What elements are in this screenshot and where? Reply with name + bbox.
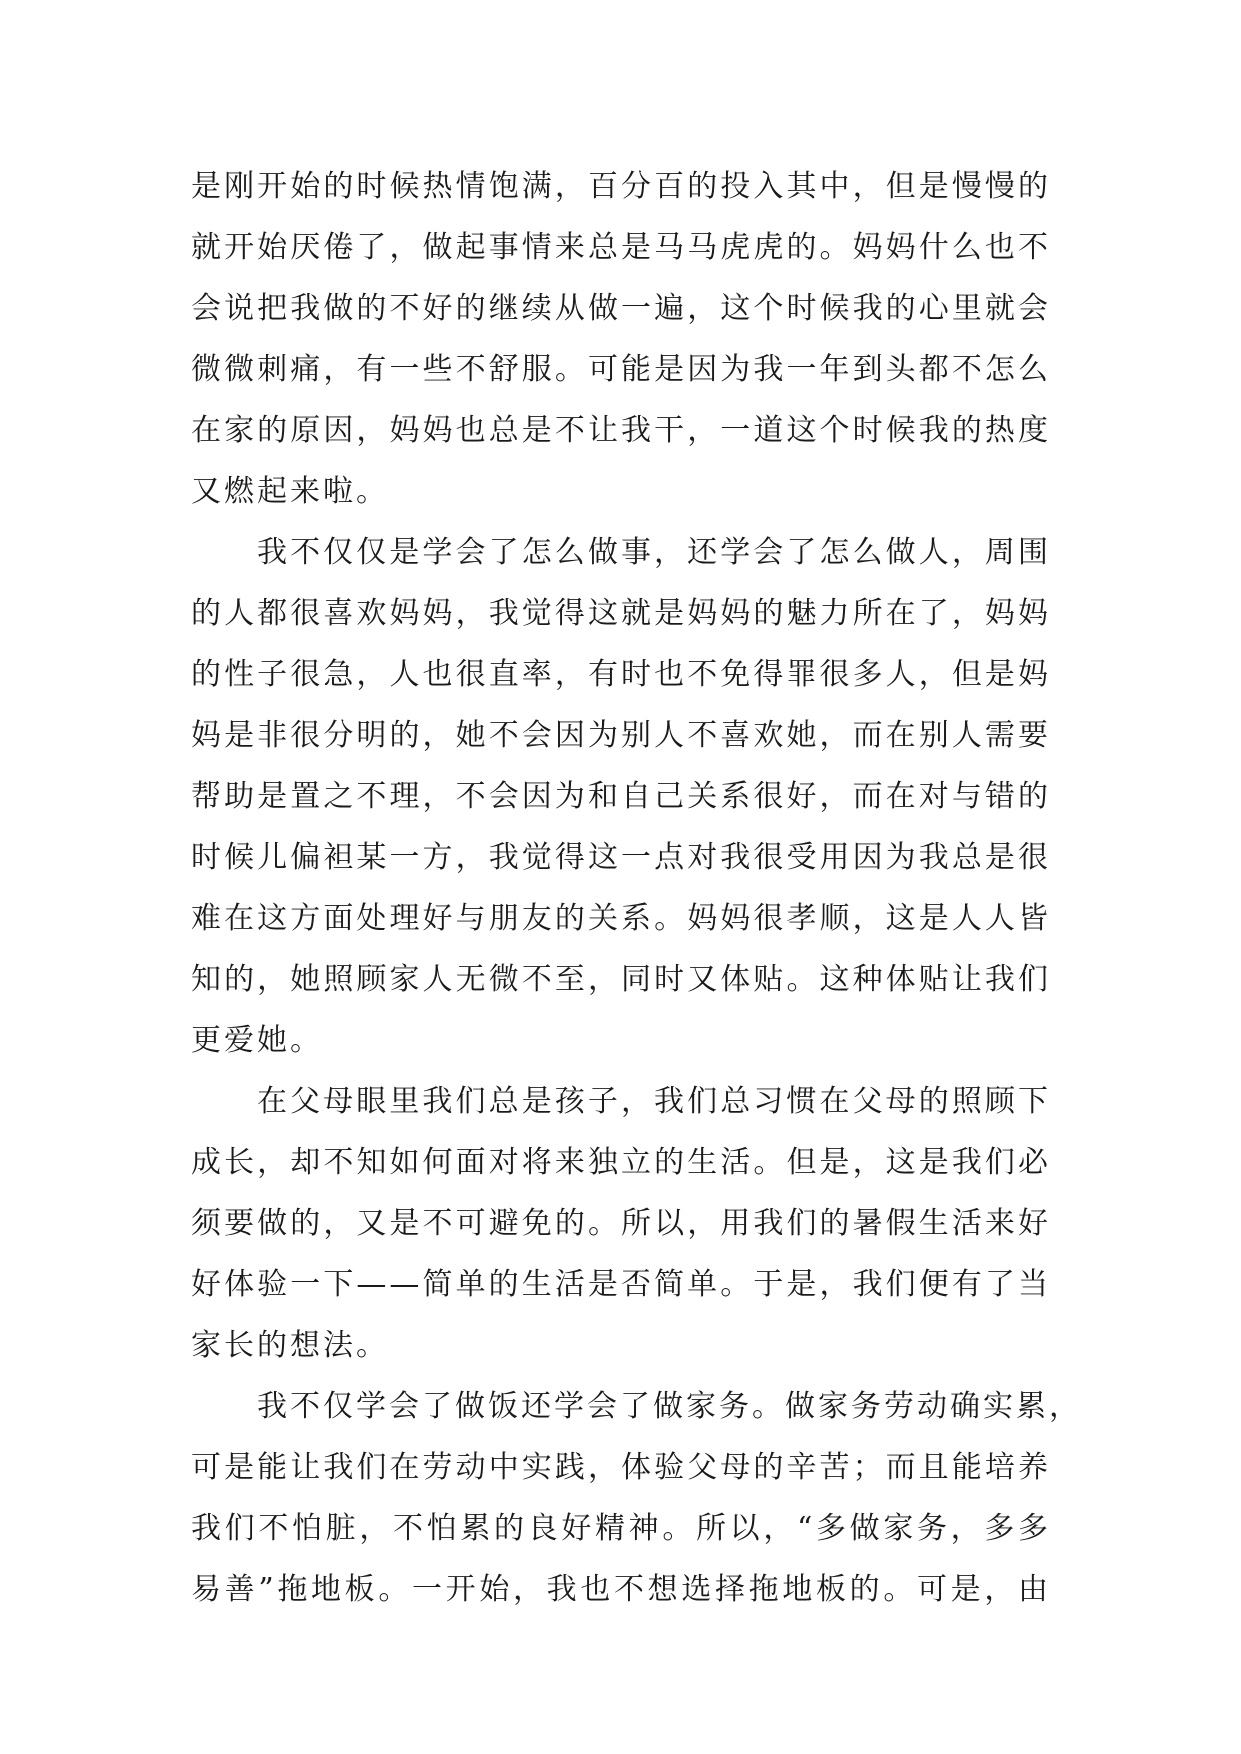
text-line: 时候儿偏袒某一方，我觉得这一点对我很受用因为我总是很 bbox=[191, 840, 1051, 875]
text-line: 的性子很急，人也很直率，有时也不免得罪很多人，但是妈 bbox=[191, 657, 1051, 692]
text-line: 就开始厌倦了，做起事情来总是马马虎虎的。妈妈什么也不 bbox=[191, 230, 1051, 265]
text-line: 难在这方面处理好与朋友的关系。妈妈很孝顺，这是人人皆 bbox=[191, 901, 1051, 936]
text-line: 是刚开始的时候热情饱满，百分百的投入其中，但是慢慢的 bbox=[191, 169, 1051, 204]
text-line: 好体验一下——简单的生活是否简单。于是，我们便有了当 bbox=[191, 1267, 1051, 1302]
text-line: 须要做的，又是不可避免的。所以，用我们的暑假生活来好 bbox=[191, 1206, 1051, 1241]
text-line: 又燃起来啦。 bbox=[191, 474, 389, 509]
text-line: 会说把我做的不好的继续从做一遍，这个时候我的心里就会 bbox=[191, 291, 1051, 326]
text-line: 可是能让我们在劳动中实践，体验父母的辛苦；而且能培养 bbox=[191, 1450, 1051, 1485]
text-line: 家长的想法。 bbox=[191, 1328, 389, 1363]
text-line: 更爱她。 bbox=[191, 1023, 323, 1058]
text-line: 成长，却不知如何面对将来独立的生活。但是，这是我们必 bbox=[191, 1145, 1051, 1180]
text-line: 在家的原因，妈妈也总是不让我干，一道这个时候我的热度 bbox=[191, 413, 1051, 448]
text-line: 帮助是置之不理，不会因为和自己关系很好，而在对与错的 bbox=[191, 779, 1051, 814]
body-text bbox=[191, 156, 1082, 1620]
text-line: 易善”拖地板。一开始，我也不想选择拖地板的。可是，由 bbox=[191, 1572, 1051, 1607]
text-line: 知的，她照顾家人无微不至，同时又体贴。这种体贴让我们 bbox=[191, 962, 1051, 997]
text-line: 我不仅学会了做饭还学会了做家务。做家务劳动确实累， bbox=[257, 1389, 1082, 1424]
text-line: 我们不怕脏，不怕累的良好精神。所以，“多做家务，多多 bbox=[191, 1511, 1051, 1546]
text-line: 我不仅仅是学会了怎么做事，还学会了怎么做人，周围 bbox=[257, 535, 1051, 570]
text-line: 妈是非很分明的，她不会因为别人不喜欢她，而在别人需要 bbox=[191, 718, 1051, 753]
text-line: 在父母眼里我们总是孩子，我们总习惯在父母的照顾下 bbox=[257, 1084, 1051, 1119]
text-line: 微微刺痛，有一些不舒服。可能是因为我一年到头都不怎么 bbox=[191, 352, 1051, 387]
text-line: 的人都很喜欢妈妈，我觉得这就是妈妈的魅力所在了，妈妈 bbox=[191, 596, 1051, 631]
